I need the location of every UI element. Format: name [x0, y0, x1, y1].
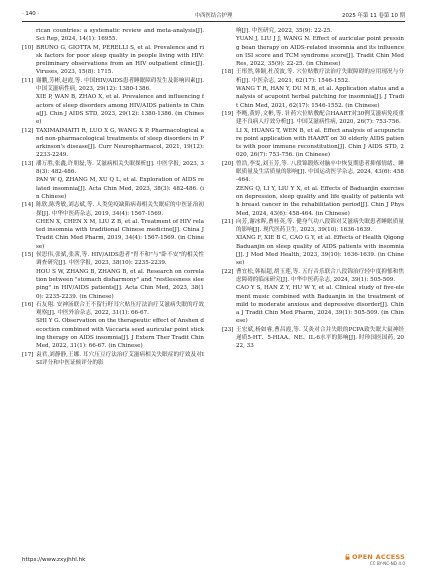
reference-text: ZENG Q, LI Y, LIU Y X, et al. Effects of Baduanjin exercise on depression, sleep quality and life quality of patients with breast cancer in the rehabilitation period[J]. Chin J Phys Med, 2024, 43(6): 458-464. (in Chinese)	[236, 185, 404, 217]
reference-text: rican countries: a systematic review and meta-analysis[J]. Sci Rep, 2024, 14(1): 16955.	[36, 28, 204, 43]
reference-entry	[222, 218, 404, 235]
reference-number: [15]	[22, 252, 34, 259]
reference-entry	[222, 68, 404, 85]
reference-entry	[22, 201, 204, 218]
reference-text: CAO Y S, HAN Z Y, HU W Y, et al. Clinical study of five-element music combined with Baduanjin in the treatment of mild to moderate anxious and depressive disorder[J]. China J Tradit Chin Med Pharm, 2024, 39(1): 505-509. (in Chinese)	[236, 285, 404, 325]
reference-text: 李飏,黄婷,文彬,等. 针药穴位贴敷配合HAART对30例艾滋病免疫重建不良病人疗效分析[J]. 中国艾滋病性病, 2020, 26(7): 753-756.	[236, 110, 404, 126]
reference-entry	[22, 317, 204, 350]
reference-entry	[222, 35, 404, 68]
reference-text: XIANG F, XIE B C, CAO G Y, et al. Effects of Health Qigong Baduanjin on sleep quality of AIDS patients with insomnia[J]. J Mod Med Health, 2023, 39(10): 1636-1639. (in Chinese)	[236, 235, 404, 267]
reference-text: TAXIMAIMAITI R, LUO X G, WANG X P. Pharmacological and non-pharmacological treatments of sleep disorders in Parkinson's disease[J]. Curr Neuropharmacol, 2021, 19(12): 2233-2249.	[36, 127, 204, 159]
reference-text: 石友翔. 安神汤联合王不留行籽耳穴贴压疗法治疗艾滋病失眠的疗效观察[J]. 中医外治杂志, 2022, 31(1): 66-67.	[36, 301, 204, 317]
reference-text: 曹宜松,韩振超,胡玉莲,等. 五行音乐联合八段锦治疗轻中度抑郁和焦虑障碍的临床研究[J]. 中华中医药杂志, 2024, 39(1): 505-509.	[236, 268, 404, 283]
reference-entry	[222, 284, 404, 325]
reference-entry	[222, 234, 404, 267]
reference-column-left	[22, 27, 204, 547]
reference-text: 王宏斌,杨如睿,曹昌霞,等. 艾灸对合并失眠的PCPA致失眠大鼠神经递质5-HT、5-HIAA、NE、IL-6水平的影响[J]. 时珍国医国药, 2022, 33	[236, 326, 404, 350]
reference-entry	[222, 127, 404, 160]
reference-text: 响[J]. 中医研究, 2022, 35(9): 22-25.	[236, 28, 333, 34]
license-label: CC BY-NC-ND 4.0	[369, 561, 405, 566]
reference-text: 潘万胜,张鑫,许朋磊,等. 艾滋病相关失眠探析[J]. 中医学报, 2023, 38(3): 482-486.	[36, 160, 204, 176]
reference-entry	[22, 301, 204, 318]
reference-entry	[22, 44, 204, 77]
reference-text: 侯思伟,张斌,张茜,等. HIV/AIDS患者"胃不和"与"卧不安"的相关性调查研究[J]. 中医学报, 2023, 38(10): 2235-2239.	[36, 252, 204, 267]
reference-text: 陈欣,陈秀敏,刘志斌,等. 人类免疫缺陷病毒相关失眠症的中医证治初探[J]. 中华中医药杂志, 2019, 34(4): 1567-1569.	[36, 202, 204, 217]
reference-entry	[22, 351, 204, 368]
reference-entry	[222, 326, 404, 351]
reference-number: [12]	[22, 127, 34, 134]
reference-entry	[222, 85, 404, 110]
reference-entry	[222, 160, 404, 185]
page-footer	[22, 553, 405, 569]
reference-column-right	[222, 27, 404, 547]
reference-entry	[22, 268, 204, 301]
reference-number: [16]	[22, 301, 34, 308]
reference-text: 向芳,谢冰晖,曹桂英,等. 健身气功八段锦对艾滋病失眠患者睡眠质量的影响[J]. 现代医药卫生, 2023, 39(10): 1636-1639.	[236, 218, 404, 234]
reference-entry	[22, 176, 204, 201]
journal-title: 中西医结合护理	[194, 13, 233, 19]
reference-entry	[222, 185, 404, 218]
reference-number: [22]	[222, 268, 234, 275]
reference-text: CHEN X, CHEN X M, LIU Z B, et al. Treatment of HIV related insomnia with traditional Chinese medicine[J]. China J Tradit Chin Med Pharm, 2019, 34(4): 1567-1569. (in Chinese)	[36, 218, 204, 250]
reference-text: XIE P, WAN B, ZHAO X, et al. Prevalence and influencing factors of sleep disorders among HIV/AIDS patients in China[J]. Chin J AIDS STD, 2023, 29(12): 1380-1386. (in Chinese)	[36, 94, 204, 126]
reference-entry	[22, 127, 204, 160]
reference-text: HOU S W, ZHANG B, ZHANG B, et al. Research on correlation between "stomach disharmony" and "restlessness sleeping" in HIV/AIDS patients[J]. Acta Chin Med, 2023, 38(10): 2235-2239. (in Chinese)	[36, 268, 204, 300]
reference-text: 谢鹏,芳彬,赵霞,等. 中国HIV/AIDS患者睡眠障碍发生及影响因素[J]. 中国艾滋病性病, 2023, 29(12): 1380-1386.	[36, 77, 204, 93]
running-header	[22, 9, 405, 22]
reference-number: [21]	[222, 218, 234, 225]
reference-text: BRUNO G, GIOTTA M, PERELLI S, et al. Prevalence and risk factors for poor sleep quality in people living with HIV: preliminary observations from an HIV outpatient clinic[J]. Viruses, 2023, 15(8): 1715.	[36, 44, 204, 76]
reference-text: YUAN J, LIU J J, WANG N. Effect of auricular point pressing bean therapy on AIDS-related insomnia and its influence on ISI score and TCM syndrome score[J]. Tradit Chin Med Res, 2022, 35(9): 22-25. (in Chinese)	[236, 36, 404, 68]
reference-number: [13]	[22, 160, 34, 167]
issue-info: 2025 年第 11 卷第 10 期	[342, 13, 405, 19]
reference-entry	[22, 251, 204, 268]
reference-entry	[22, 218, 204, 251]
reference-number: [11]	[22, 77, 34, 84]
reference-text: PAN W Q, ZHANG M, XU Q L, et al. Exploration of AIDS related insomnia[J]. Acta Chin Med, 2023, 38(3): 482-486. (in Chinese)	[36, 177, 204, 200]
reference-entry	[222, 268, 404, 285]
reference-entry	[22, 77, 204, 94]
reference-number: [10]	[22, 44, 34, 51]
reference-text: 袁君,刘静静,王娜. 耳穴压豆疗法治疗艾滋病相关失眠症的疗效及对ISI评分和中医证候评分的影	[36, 351, 204, 366]
reference-entry	[22, 27, 204, 44]
reference-text: WANG T R, HAN Y, DU M B, et al. Application status and analysis of acupoint herbal patching for insomnia[J]. J Tradit Chin Med, 2021, 62(17): 1546-1552. (in Chinese)	[236, 86, 404, 109]
open-lock-icon	[345, 554, 350, 560]
reference-entry	[222, 110, 404, 127]
reference-number: [20]	[222, 160, 234, 167]
reference-number: [14]	[22, 202, 34, 209]
open-access-badge	[345, 553, 405, 566]
reference-entry	[22, 93, 204, 126]
journal-url[interactable]: https://www.zxyjhhl.hk	[22, 557, 86, 563]
reference-text: 王彤然,韩颖,杜茂波,等. 穴位贴敷疗法治疗失眠障碍的应用现况与分析[J]. 中医杂志, 2021, 62(17): 1546-1552.	[236, 69, 404, 84]
reference-text: LI X, HUANG T, WEN B, et al. Effect analysis of acupuncture point application with HAART on 30 elderly AIDS patients with poor immune reconstitution[J]. Chin J AIDS STD, 2020, 26(7): 753-756. (in Chinese)	[236, 127, 404, 159]
reference-text: SHI Y G. Observation on the therapeutic effect of Anshen decoction combined with Vaccaria seed auricular point sticking therapy on AIDS insomnia[J]. J Extern Ther Tradit Chin Med, 2022, 31(1): 66-67. (in Chinese)	[36, 318, 204, 350]
reference-number: [17]	[22, 351, 34, 358]
reference-number: [19]	[222, 110, 234, 117]
open-access-label: OPEN ACCESS	[352, 553, 405, 561]
reference-text: 曾浩,李雯,刘玉芳,等. 八段锦锻炼对脑卒中恢复期患者抑郁情绪、睡眠质量及生活质量的影响[J]. 中国运动医学杂志, 2024, 43(6): 458-464.	[236, 160, 404, 184]
reference-entry	[222, 27, 404, 35]
reference-entry	[22, 160, 204, 177]
reference-number: [23]	[222, 326, 234, 333]
reference-number: [18]	[222, 69, 234, 76]
page-number: · 140 ·	[22, 11, 40, 17]
